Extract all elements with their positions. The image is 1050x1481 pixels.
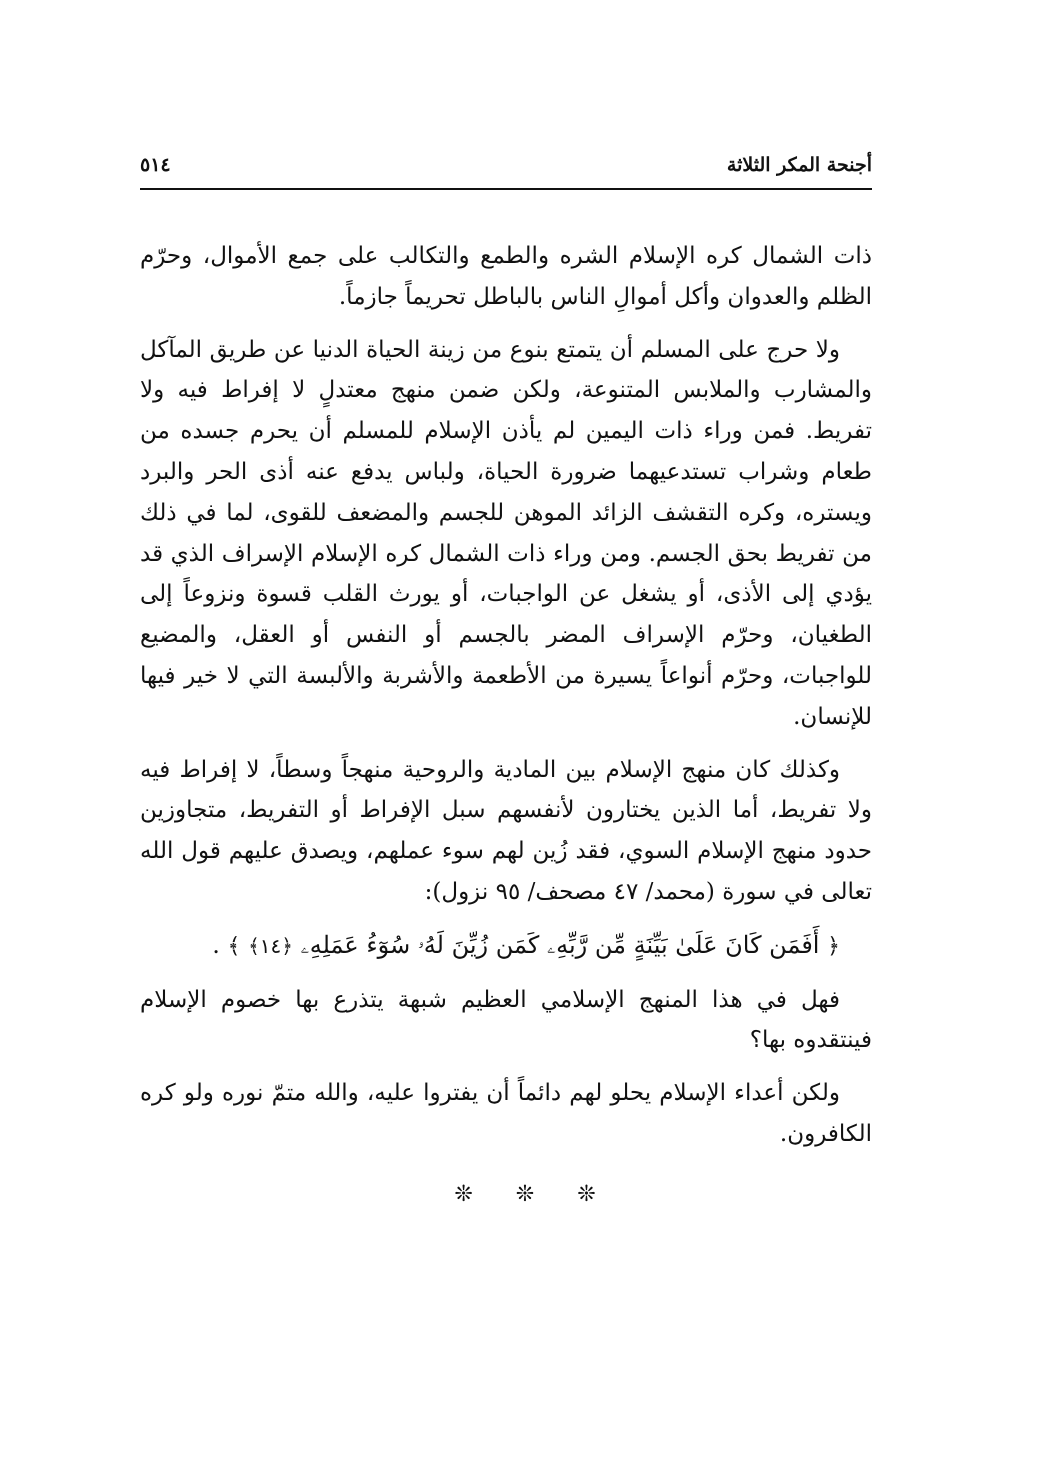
paragraph-4: فهل في هذا المنهج الإسلامي العظيم شبهة يتذرع بها خصوم الإسلام فينتقدوه بها؟: [140, 986, 872, 1054]
verse-trailing-period: .: [212, 930, 220, 959]
quran-verse: [140, 925, 872, 968]
paragraph-1: ذات الشمال كره الإسلام الشره والطمع والتكالب على جمع الأموال، وحرّم الظلم والعدوان وأكل أموالِ الناس بالباطل تحريماً جازماً.: [140, 243, 872, 310]
separator-asterisk-icon: ❊: [454, 1182, 473, 1207]
verse-open-bracket: ﴿: [827, 933, 840, 959]
running-header: [140, 150, 872, 184]
section-separator: [0, 1182, 1050, 1207]
paragraph-5: ولكن أعداء الإسلام يحلو لهم دائماً أن يفتروا عليه، والله متمّ نوره ولو كره الكافرون.: [140, 1080, 872, 1147]
book-page: [140, 150, 872, 1167]
page-body: [140, 236, 872, 1155]
verse-close-bracket: ﴾: [227, 933, 241, 959]
header-rule: [140, 188, 872, 190]
separator-asterisk-icon: ❊: [515, 1182, 535, 1207]
verse-text: أَفَمَن كَانَ عَلَىٰ بَيِّنَةٍ مِّن رَّبِّهِۦ كَمَن زُيِّنَ لَهُۥ سُوٓءُ عَمَلِهِۦ: [300, 930, 820, 959]
verse-number: ﴿١٤﴾: [248, 933, 293, 958]
book-title: أجنحة المكر الثلاثة: [726, 154, 872, 176]
paragraph-2: ولا حرج على المسلم أن يتمتع بنوع من زينة الحياة الدنيا عن طريق المآكل والمشارب والملابس المتنوعة، ولكن ضمن منهج معتدلٍ لا إفراط فيه ولا تفريط. فمن وراء ذات اليمين لم يأذن الإسلام للمسلم أن يحرم جسده من طعام وشراب تستدعيهما ضرورة الحياة، ولباس يدفع عنه أذى الحر والبرد ويستره، وكره التقشف الزائد الموهن للجسم والمضعف للقوى، لما في ذلك من تفريط بحق الجسم. ومن وراء ذات الشمال كره الإسلام الإسراف الذي قد يؤدي إلى الأذى، أو يشغل عن الواجبات، أو يورث القلب قسوة ونزوعاً إلى الطغيان، وحرّم الإسراف المضر بالجسم أو النفس أو العقل، والمضيع للواجبات، وحرّم أنواعاً يسيرة من الأطعمة والأشربة والألبسة التي لا خير فيها للإنسان.: [140, 336, 872, 730]
page-number: ٥١٤: [140, 154, 171, 176]
paragraph-3: وكذلك كان منهج الإسلام بين المادية والروحية منهجاً وسطاً، لا إفراط فيه ولا تفريط، أما الذين يختارون لأنفسهم سبل الإفراط أو التفريط، متجاوزين حدود منهج الإسلام السوي، فقد زُين لهم سوء عملهم، ويصدق عليهم قول الله تعالى في سورة (محمد/ ٤٧ مصحف/ ٩٥ نزول):: [140, 756, 872, 905]
separator-asterisk-icon: ❊: [577, 1182, 596, 1207]
